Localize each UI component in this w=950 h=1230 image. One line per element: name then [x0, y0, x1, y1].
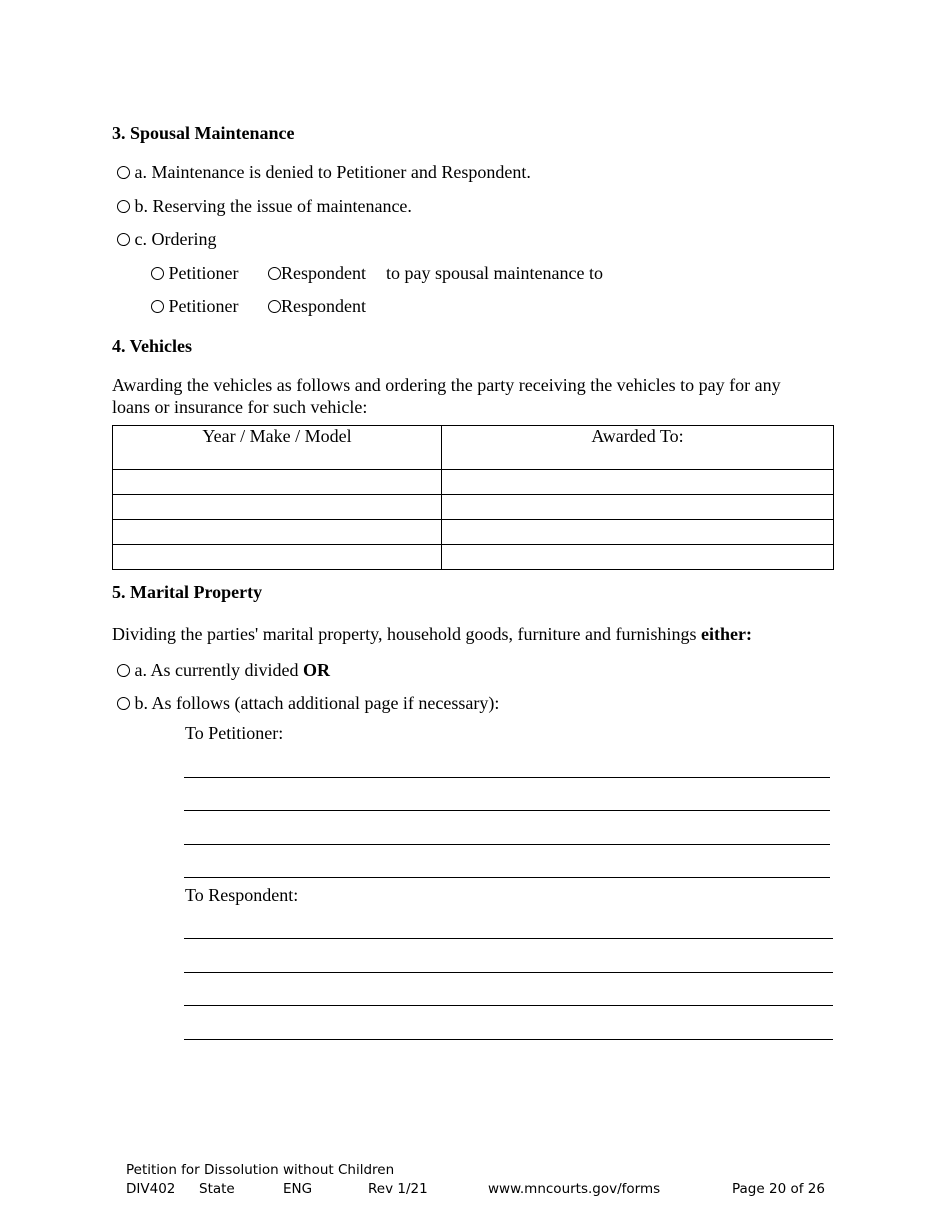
radio-button[interactable]: [151, 267, 164, 280]
vehicle-cell[interactable]: [113, 495, 442, 520]
maintenance-reserved-option[interactable]: [117, 196, 412, 217]
vehicle-cell[interactable]: [113, 545, 442, 570]
petitioner-blank-line[interactable]: [184, 844, 830, 845]
maintenance-ordering-option[interactable]: [117, 229, 216, 250]
option-label: Petitioner: [168, 296, 239, 316]
option-label: a. Maintenance is denied to Petitioner and Respondent.: [134, 162, 531, 182]
awarded-cell[interactable]: [442, 495, 834, 520]
respondent-blank-line[interactable]: [184, 938, 833, 939]
footer-website[interactable]: www.mncourts.gov/forms: [488, 1181, 661, 1197]
petitioner-blank-line[interactable]: [184, 877, 830, 878]
option-label: a. As currently divided: [134, 660, 303, 680]
table-row: [113, 470, 834, 495]
vehicle-cell[interactable]: [113, 520, 442, 545]
petitioner-blank-line[interactable]: [184, 810, 830, 811]
property-intro-either: either:: [700, 624, 752, 644]
to-respondent-label: To Respondent:: [185, 885, 299, 905]
petitioner-blank-line[interactable]: [184, 777, 830, 778]
option-label-or: OR: [302, 660, 330, 680]
option-label: b. As follows (attach additional page if necessary):: [134, 693, 500, 713]
awarded-cell[interactable]: [442, 545, 834, 570]
vehicle-cell[interactable]: [113, 470, 442, 495]
maintenance-denied-option[interactable]: [117, 162, 531, 183]
vehicles-intro-line-2: loans or insurance for such vehicle:: [112, 397, 368, 417]
table-row: [113, 520, 834, 545]
to-petitioner-label: To Petitioner:: [185, 723, 284, 743]
awarded-cell[interactable]: [442, 520, 834, 545]
radio-button[interactable]: [268, 267, 281, 280]
radio-button[interactable]: [117, 200, 130, 213]
radio-button[interactable]: [117, 166, 130, 179]
payee-petitioner-option[interactable]: [151, 296, 239, 317]
table-row: [113, 495, 834, 520]
vehicles-table: [112, 425, 834, 570]
column-header-awarded-to: Awarded To:: [442, 426, 834, 470]
radio-button[interactable]: [117, 233, 130, 246]
footer-form-id: DIV402: [126, 1181, 176, 1197]
option-label: Respondent: [281, 296, 366, 316]
radio-button[interactable]: [268, 300, 281, 313]
pay-maintenance-text: to pay spousal maintenance to: [386, 263, 603, 283]
property-as-follows-option[interactable]: [117, 693, 499, 714]
section-4-heading: 4. Vehicles: [112, 336, 193, 356]
radio-button[interactable]: [117, 697, 130, 710]
option-label: c. Ordering: [134, 229, 217, 249]
awarded-cell[interactable]: [442, 470, 834, 495]
property-intro-text: Dividing the parties' marital property, household goods, furniture and furnishings: [112, 624, 701, 644]
property-intro: [112, 624, 752, 645]
radio-button[interactable]: [151, 300, 164, 313]
column-header-year-make-model: Year / Make / Model: [113, 426, 442, 470]
footer-jurisdiction: State: [199, 1181, 235, 1197]
property-current-division-option[interactable]: [117, 660, 330, 681]
respondent-blank-line[interactable]: [184, 972, 833, 973]
footer-page-number: Page 20 of 26: [732, 1181, 825, 1197]
respondent-blank-line[interactable]: [184, 1005, 833, 1006]
table-row: [113, 545, 834, 570]
radio-button[interactable]: [117, 664, 130, 677]
section-3-heading: 3. Spousal Maintenance: [112, 123, 295, 143]
option-label: b. Reserving the issue of maintenance.: [134, 196, 412, 216]
footer-form-title: Petition for Dissolution without Children: [126, 1162, 395, 1178]
vehicles-intro-line-1: Awarding the vehicles as follows and ordering the party receiving the vehicles to pay for any: [112, 375, 781, 395]
footer-language: ENG: [283, 1181, 313, 1197]
payer-respondent-option[interactable]: [268, 263, 366, 284]
respondent-blank-line[interactable]: [184, 1039, 833, 1040]
option-label: Respondent: [281, 263, 366, 283]
payee-respondent-option[interactable]: [268, 296, 366, 317]
option-label: Petitioner: [168, 263, 239, 283]
table-header-row: [113, 426, 834, 470]
payer-petitioner-option[interactable]: [151, 263, 239, 284]
section-5-heading: 5. Marital Property: [112, 582, 263, 602]
footer-revision: Rev 1/21: [368, 1181, 428, 1197]
